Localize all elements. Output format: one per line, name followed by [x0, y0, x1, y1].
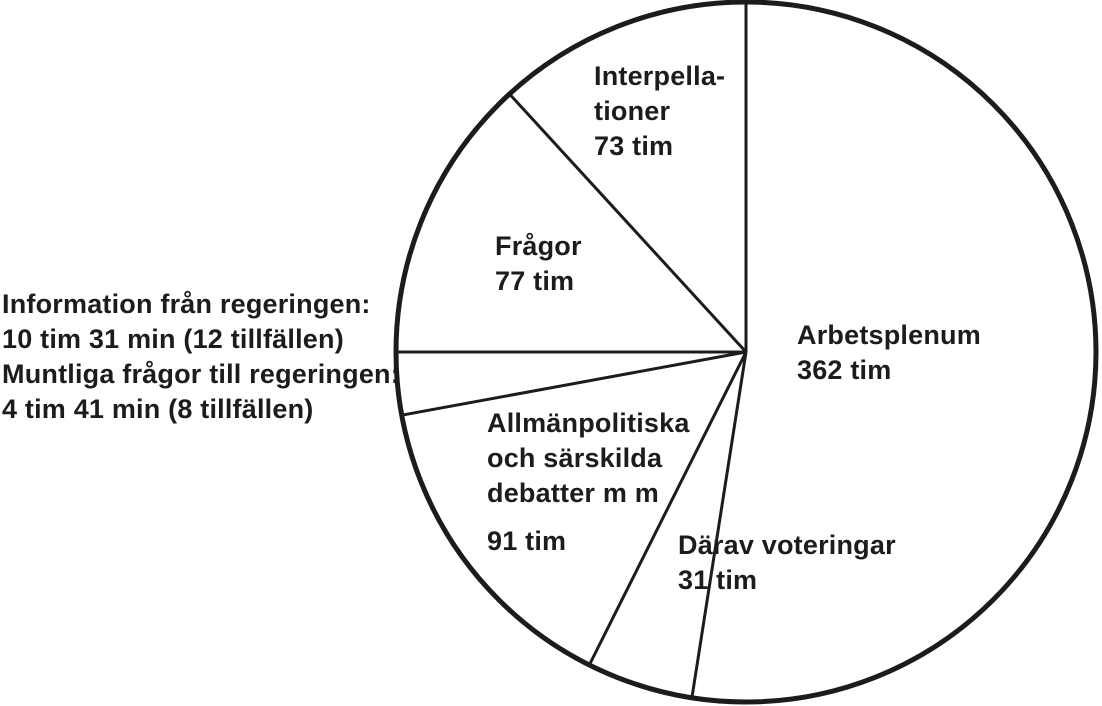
label-line: tioner — [594, 96, 671, 126]
label-line: debatter m m — [487, 478, 659, 508]
label-interpellationer — [594, 59, 725, 164]
label-line: 4 tim 41 min (8 tillfällen) — [2, 394, 314, 424]
label-line: 91 tim — [487, 526, 567, 556]
label-line: 31 tim — [678, 565, 758, 595]
label-line: Allmänpolitiska — [487, 408, 690, 438]
label-fragor — [495, 229, 582, 299]
label-line: Information från regeringen: — [2, 289, 371, 319]
label-darav-voteringar — [678, 528, 896, 598]
label-line: 362 tim — [797, 355, 892, 385]
label-line: 77 tim — [495, 266, 575, 296]
label-line: Därav voteringar — [678, 530, 896, 560]
label-government-info-block — [2, 287, 400, 427]
label-allmanpolitiska — [487, 406, 690, 559]
label-line: Muntliga frågor till regeringen: — [2, 359, 400, 389]
label-line: Interpella- — [594, 61, 726, 91]
label-line: och särskilda — [487, 443, 663, 473]
label-line: 10 tim 31 min (12 tillfällen) — [2, 324, 344, 354]
label-line: Frågor — [495, 231, 582, 261]
label-line: 73 tim — [594, 131, 674, 161]
label-line: Arbetsplenum — [797, 320, 981, 350]
label-arbetsplenum — [797, 318, 981, 388]
